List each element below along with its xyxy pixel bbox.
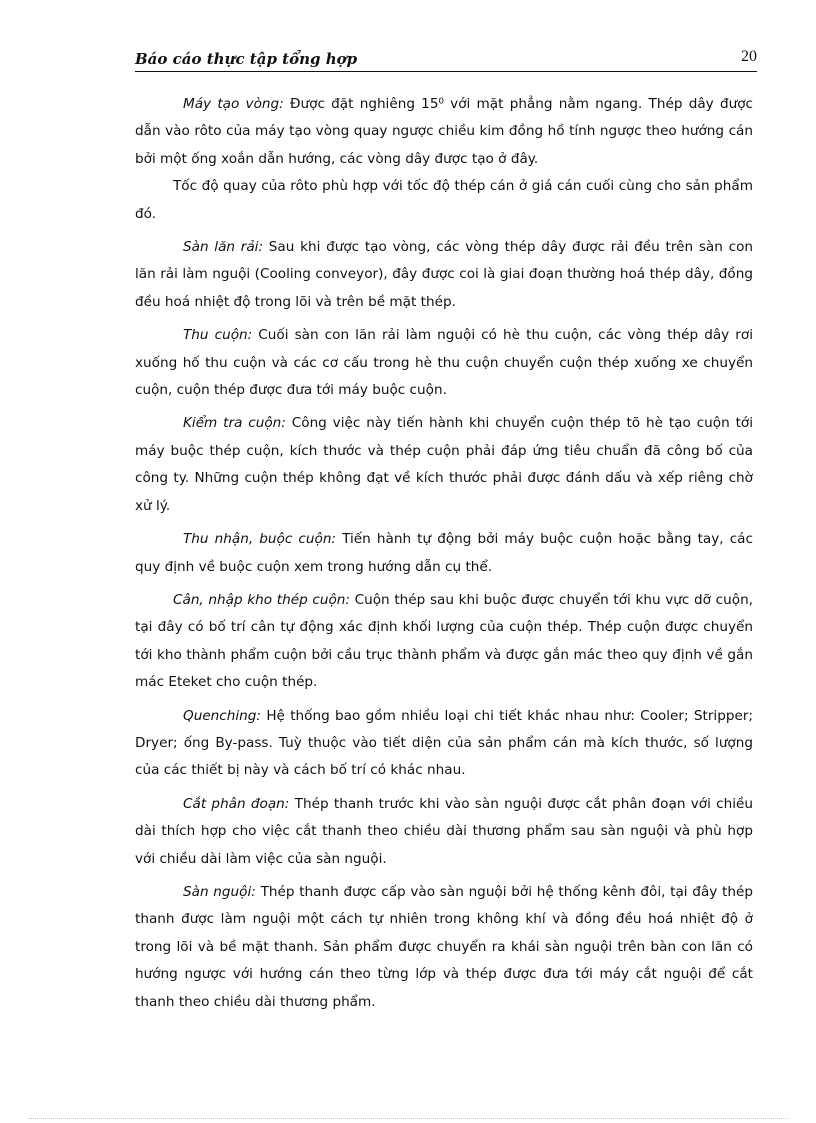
paragraph-term: Kiểm tra cuộn: xyxy=(183,415,286,432)
paragraph-text: Tiến hành tự động bởi máy buộc cuộn hoặc bằng tay, các quy định về buộc cuộn xem trong hướng dẫn cụ thể. xyxy=(135,531,753,575)
paragraph-text: Cuối sàn con lăn rải làm nguội có hè thu cuộn, các vòng thép dây rơi xuống hố thu cuộn và các cơ cấu trong hè thu cuộn chuyển cuộn thép xuống xe chuyển cuộn, cuộn thép được đưa tới máy buộc cuộn. xyxy=(135,327,753,399)
paragraph-kiem-tra-cuon xyxy=(135,410,753,520)
paragraph-term: Thu cuộn: xyxy=(183,327,253,344)
paragraph-term: Sàn nguội: xyxy=(183,883,256,900)
document-title: Báo cáo thực tập tổng hợp xyxy=(135,50,358,68)
paragraph-text: Cuộn thép sau khi buộc được chuyển tới khu vực dỡ cuộn, tại đây có bố trí cân tự động xác định khối lượng của cuộn thép. Thép cuộn được chuyển tới kho thành phẩm cuộn bởi cầu trục thành phẩm và được gắn mác theo quy định về gắn mác Eteket cho cuộn thép. xyxy=(135,591,754,691)
paragraph-text: Hệ thống bao gồm nhiều loại chi tiết khác nhau như: Cooler; Stripper; Dryer; ống By-pass. Tuỳ thuộc vào tiết diện của sản phẩm cán mà kích thước, số lượng của các thiết bị này và cách bố trí có khác nhau. xyxy=(135,707,753,779)
paragraph-term: Cắt phân đoạn: xyxy=(183,795,290,812)
paragraph-san-nguoi xyxy=(135,879,753,1016)
paragraph-text: Thép thanh được cấp vào sàn nguội bởi hệ thống kênh đôi, tại đây thép thanh được làm nguội một cách tự nhiên trong không khí và đồng đều hoá nhiệt độ ở trong lõi và bề mặt thanh. Sản phẩm được chuyển ra khái sàn nguội trên bàn con lăn có hướng ngược với hướng cán theo từng lớp và thép được đưa tới máy cắt nguội để cắt thanh theo chiều dài thương phẩm. xyxy=(135,883,753,1010)
paragraph-term: Sàn lăn rải: xyxy=(183,239,264,256)
page-number: 20 xyxy=(741,48,757,65)
paragraph-text: Công việc này tiến hành khi chuyển cuộn thép tõ hè tạo cuộn tới máy buộc thép cuộn, kích thước và thép cuộn phải đáp ứng tiêu chuẩn đã công bố của công ty. Những cuộn thép không đạt về kích thước phải được đánh dấu và xếp riêng chờ xử lý. xyxy=(135,415,753,514)
paragraph-term: Thu nhận, buộc cuộn: xyxy=(183,531,337,548)
page-header xyxy=(135,47,757,72)
paragraph-san-lan-rai xyxy=(135,234,753,316)
paragraph-thu-cuon xyxy=(135,322,753,404)
paragraph-toc-do-quay xyxy=(135,173,753,228)
paragraph-text: Được đặt nghiêng 15⁰ với mặt phẳng nằm ngang. Thép dây được dẫn vào rôto của máy tạo vòng quay ngược chiều kim đồng hồ tính ngược theo hướng cán bởi một ống xoắn dẫn hướng, các vòng dây được tạo ở đây. xyxy=(135,96,753,167)
paragraph-may-tao-vong xyxy=(135,91,753,173)
paragraph-term: Máy tạo vòng: xyxy=(183,96,284,112)
paragraph-cat-phan-doan xyxy=(135,791,753,873)
document-body xyxy=(135,91,753,1022)
paragraph-thu-nhan-buoc-cuon xyxy=(135,526,753,581)
paragraph-term: Quenching: xyxy=(183,707,261,724)
paragraph-text: Thép thanh trước khi vào sàn nguội được cắt phân đoạn với chiều dài thích hợp cho việc cắt thanh theo chiều dài thương phẩm sau sàn nguội và phù hợp với chiều dài làm việc của sàn nguội. xyxy=(135,795,753,867)
paragraph-can-nhap-kho xyxy=(135,587,753,697)
page-bottom-divider xyxy=(28,1118,788,1119)
paragraph-text: Sau khi được tạo vòng, các vòng thép dây được rải đều trên sàn con lăn rải làm nguội (Cooling conveyor), đây được coi là giai đoạn thường hoá thép dây, đồng đều hoá nhiệt độ trong lõi và trên bề mặt thép. xyxy=(135,239,754,310)
paragraph-quenching xyxy=(135,703,753,785)
paragraph-term: Cân, nhập kho thép cuộn: xyxy=(173,591,350,608)
paragraph-text: Tốc độ quay của rôto phù hợp với tốc độ thép cán ở giá cán cuối cùng cho sản phẩm đó. xyxy=(135,178,753,222)
